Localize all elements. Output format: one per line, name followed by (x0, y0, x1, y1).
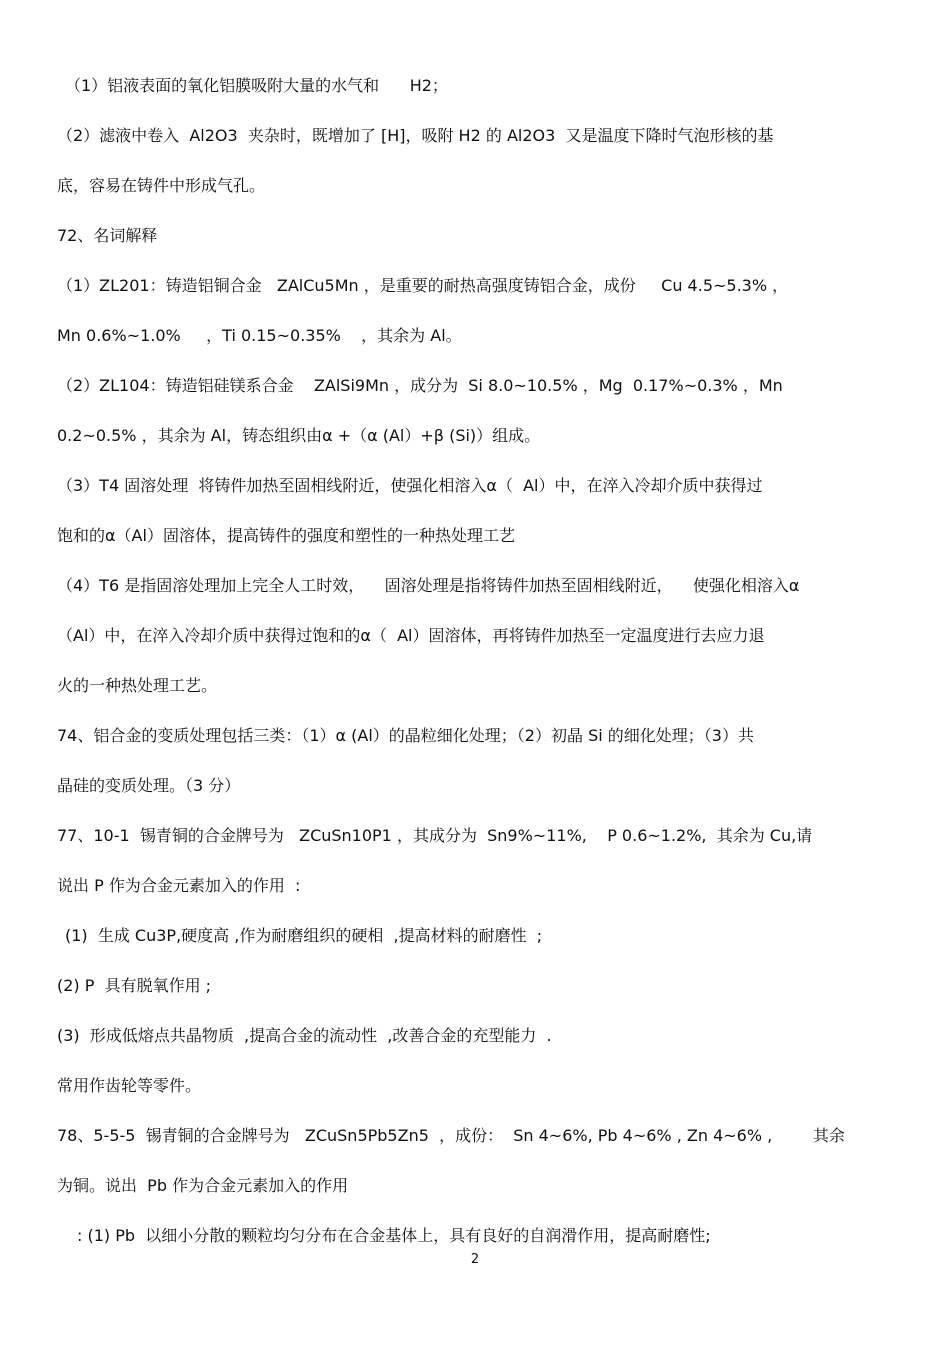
text-line: （1）铝液表面的氧化铝膜吸附大量的水气和 H2； (65, 76, 448, 95)
text-line: （4）T6 是指固溶处理加上完全人工时效， 固溶处理是指将铸件加热至固相线附近， 使强化相溶入α (57, 576, 800, 595)
text-line: （2）滤液中卷入 Al2O3 夹杂时，既增加了 [H]，吸附 H2 的 Al2O3 又是温度下降时气泡形核的基 (57, 126, 774, 145)
text-line: 说出 P 作为合金元素加入的作用 : (57, 876, 301, 895)
text-line: 为铜。说出 Pb 作为合金元素加入的作用 (57, 1176, 349, 1195)
text-line: （1）ZL201：铸造铝铜合金 ZAlCu5Mn ，是重要的耐热高强度铸铝合金，成份 Cu 4.5~5.3% ， (57, 276, 789, 295)
list-item: (2) P 具有脱氧作用 ; (57, 976, 212, 995)
text-line: 底，容易在铸件中形成气孔。 (57, 176, 266, 195)
text-line: 74、铝合金的变质处理包括三类：（1）α (Al）的晶粒细化处理；（2）初晶 Si 的细化处理；（3）共 (57, 726, 754, 745)
list-item: (3) 形成低熔点共晶物质 ,提高合金的流动性 ,改善合金的充型能力 . (57, 1026, 552, 1045)
text-line: （2）ZL104：铸造铝硅镁系合金 ZAlSi9Mn ，成分为 Si 8.0~10.5% ，Mg 0.17%~0.3% ，Mn (57, 376, 783, 395)
text-line: 饱和的α（Al）固溶体，提高铸件的强度和塑性的一种热处理工艺 (57, 526, 515, 545)
text-line: （Al）中，在淬入冷却介质中获得过饱和的α（ Al）固溶体，再将铸件加热至一定温度进行去应力退 (57, 626, 765, 645)
page-number: 2 (470, 1252, 480, 1267)
text-line: 晶硅的变质处理。（3 分） (57, 776, 241, 795)
text-line: （3）T4 固溶处理 将铸件加热至固相线附近，使强化相溶入α（ Al）中，在淬入冷却介质中获得过 (57, 476, 763, 495)
section-heading: 72、名词解释 (57, 226, 158, 245)
list-item: (1) 生成 Cu3P,硬度高 ,作为耐磨组织的硬相 ,提高材料的耐磨性 ; (65, 926, 543, 945)
text-line: 0.2~0.5% ，其余为 Al，铸态组织由α +（α (Al）+β (Si)）组成。 (57, 426, 541, 445)
text-line: 火的一种热处理工艺。 (57, 676, 218, 695)
text-line: 常用作齿轮等零件。 (57, 1076, 202, 1095)
text-line: Mn 0.6%~1.0% ，Ti 0.15~0.35% ，其余为 Al。 (57, 326, 462, 345)
text-line: 78、5-5-5 锡青铜的合金牌号为 ZCuSn5Pb5Zn5 ，成份： Sn 4~6%, Pb 4~6% , Zn 4~6% , 其余 (57, 1126, 845, 1145)
text-line: : (1) Pb 以细小分散的颗粒均匀分布在合金基体上，具有良好的自润滑作用，提高耐磨性; (77, 1226, 711, 1245)
text-line: 77、10-1 锡青铜的合金牌号为 ZCuSn10P1 ，其成分为 Sn9%~11%, P 0.6~1.2%, 其余为 Cu,请 (57, 826, 813, 845)
